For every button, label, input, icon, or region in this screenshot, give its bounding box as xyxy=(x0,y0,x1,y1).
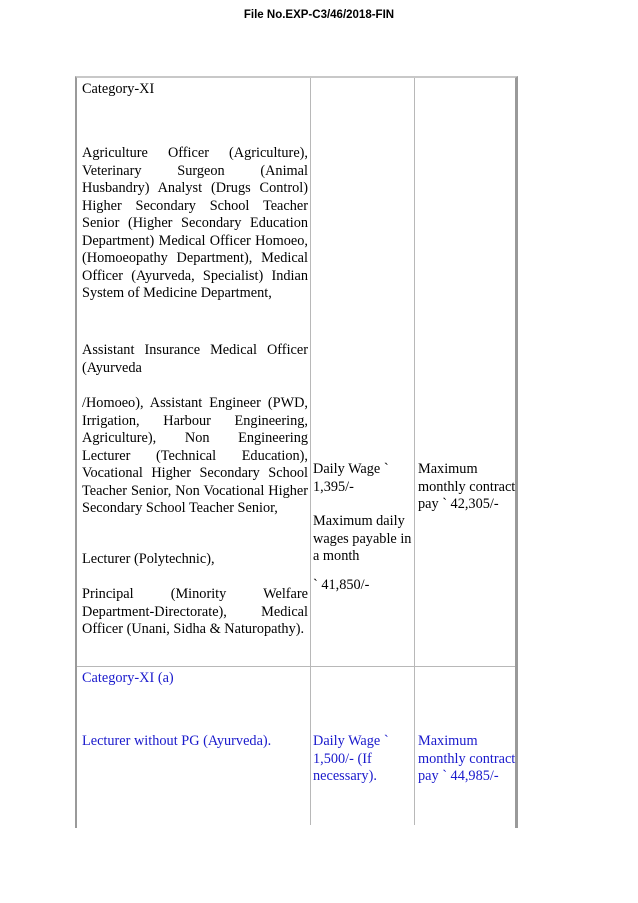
posts-paragraph: Principal (Minority Welfare Department-Directorate), Medical Officer (Unani, Sidha & Naturopathy). xyxy=(82,586,308,637)
contract-pay: Maximum monthly contract pay ` 44,985/- xyxy=(418,733,516,784)
posts-paragraph: Agriculture Officer (Agriculture), Veterinary Surgeon (Animal Husbandry) Analyst (Drugs Control) Higher Secondary School Teacher Senior (Higher Secondary Education Department) Medical Officer Homoeo, (Homoeopathy Department), Medical Officer (Ayurveda, Specialist) Indian System of Medicine Department, xyxy=(82,145,308,301)
max-daily-wages-amount: ` 41,850/- xyxy=(313,577,370,593)
posts-paragraph: Assistant Insurance Medical Officer (Ayurveda xyxy=(82,342,308,376)
daily-wage: Daily Wage ` 1,395/- xyxy=(313,461,389,495)
contract-pay: Maximum monthly contract pay ` 42,305/- xyxy=(418,461,516,512)
daily-wage: Daily Wage ` 1,500/- (If necessary). xyxy=(313,733,389,784)
posts-paragraph: /Homoeo), Assistant Engineer (PWD, Irrigation, Harbour Engineering, Agriculture), Non Engineering Lecturer (Technical Education), Vocational Higher Secondary School Teacher Senior, Non Vocational Higher Secondary School Teacher Senior, xyxy=(82,395,308,516)
category-label: Category-XI xyxy=(82,81,155,97)
column-divider xyxy=(310,78,311,825)
column-divider xyxy=(414,78,415,825)
row-divider xyxy=(77,666,515,667)
category-table xyxy=(75,76,518,828)
category-label: Category-XI (a) xyxy=(82,670,174,686)
file-number-header: File No.EXP-C3/46/2018-FIN xyxy=(243,9,395,21)
posts-paragraph: Lecturer (Polytechnic), xyxy=(82,551,215,567)
max-daily-wages: Maximum daily wages payable in a month xyxy=(313,513,412,564)
posts-paragraph: Lecturer without PG (Ayurveda). xyxy=(82,733,272,749)
